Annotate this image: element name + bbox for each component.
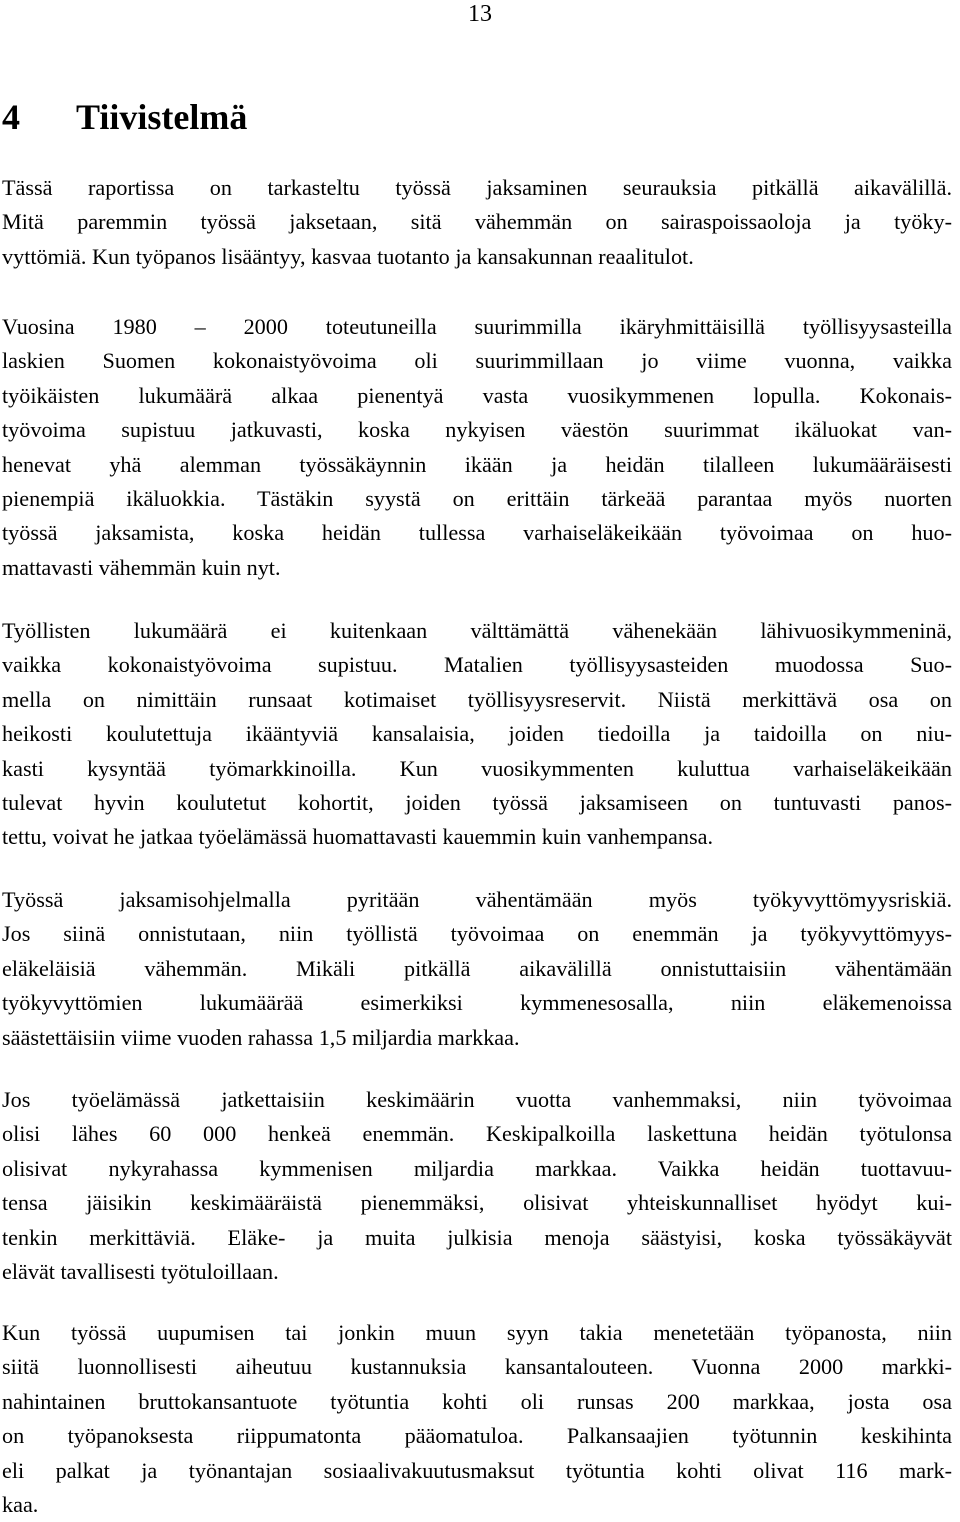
paragraph-2 bbox=[2, 310, 952, 585]
paragraph-line: kasti kysyntää työmarkkinoilla. Kun vuosikymmenten kuluttua varhaiseläkeikään bbox=[2, 755, 952, 781]
paragraph-line: kaa. bbox=[2, 1491, 39, 1517]
paragraph-line: eläkeläisiä vähemmän. Mikäli pitkällä aikavälillä onnistuttaisiin vähentämään bbox=[2, 955, 952, 981]
paragraph-line: vaikka kokonaistyövoima supistuu. Matalien työllisyysasteiden muodossa Suo- bbox=[2, 652, 952, 678]
paragraph-line: nahintainen bruttokansantuote työtuntia kohti oli runsas 200 markkaa, josta osa bbox=[2, 1388, 952, 1414]
paragraph-line: Työllisten lukumäärä ei kuitenkaan välttämättä vähenekään lähivuosikymmeninä, bbox=[2, 618, 952, 643]
paragraph-6 bbox=[2, 1316, 952, 1522]
paragraph-line: olisivat nykyrahassa kymmenisen miljardia markkaa. Vaikka heidän tuottavuu- bbox=[2, 1155, 952, 1181]
paragraph-line: laskien Suomen kokonaistyövoima oli suurimmillaan jo viime vuonna, vaikka bbox=[2, 348, 952, 374]
paragraph-line: siitä luonnollisesti aiheutuu kustannuksia kansantalouteen. Vuonna 2000 markki- bbox=[2, 1354, 952, 1380]
paragraph-line: heikosti koulutettuja ikääntyviä kansalaisia, joiden tiedoilla ja taidoilla on niu- bbox=[2, 721, 952, 747]
paragraph-line: henevat yhä alemman työssäkäynnin ikään ja heidän tilalleen lukumääräisesti bbox=[2, 451, 952, 477]
page-number: 13 bbox=[468, 1, 492, 27]
paragraph-line: mella on nimittäin runsaat kotimaiset työllisyysreservit. Niistä merkittävä osa on bbox=[2, 686, 952, 712]
paragraph-line: Työssä jaksamisohjelmalla pyritään vähentämään myös työkyvyttömyysriskiä. bbox=[2, 887, 952, 912]
paragraph-line: pienempiä ikäluokkia. Tästäkin syystä on erittäin tärkeää parantaa myös nuorten bbox=[2, 485, 952, 511]
paragraph-line: vyttömiä. Kun työpanos lisääntyy, kasvaa tuotanto ja kansakunnan reaalitulot. bbox=[2, 243, 694, 269]
section-title: Tiivistelmä bbox=[76, 97, 248, 137]
section-heading bbox=[2, 95, 247, 139]
paragraph-line: eli palkat ja työnantajan sosiaalivakuutusmaksut työtuntia kohti olivat 116 mark- bbox=[2, 1457, 952, 1483]
section-number: 4 bbox=[2, 97, 20, 137]
paragraph-line: Vuosina 1980 – 2000 toteutuneilla suurimmilla ikäryhmittäisillä työllisyysasteilla bbox=[2, 314, 952, 339]
paragraph-line: tettu, voivat he jatkaa työelämässä huomattavasti kauemmin kuin vanhempansa. bbox=[2, 824, 714, 850]
paragraph-line: elävät tavallisesti työtuloillaan. bbox=[2, 1258, 279, 1284]
paragraph-line: tensa jäisikin keskimääräistä pienemmäksi, olisivat yhteiskunnalliset hyödyt kui- bbox=[2, 1190, 952, 1216]
paragraph-line: Tässä raportissa on tarkasteltu työssä jaksaminen seurauksia pitkällä aikavälillä. bbox=[2, 175, 952, 200]
paragraph-5 bbox=[2, 1083, 952, 1289]
paragraph-3 bbox=[2, 614, 952, 855]
paragraph-line: Jos työelämässä jatkettaisiin keskimäärin vuotta vanhemmaksi, niin työvoimaa bbox=[2, 1087, 952, 1112]
paragraph-line: tenkin merkittäviä. Eläke- ja muita julkisia menoja säästyisi, koska työssäkäyvät bbox=[2, 1224, 952, 1250]
paragraph-line: Kun työssä uupumisen tai jonkin muun syyn takia menetetään työpanosta, niin bbox=[2, 1320, 952, 1345]
paragraph-4 bbox=[2, 883, 952, 1055]
paragraph-line: olisi lähes 60 000 henkeä enemmän. Keskipalkoilla laskettuna heidän työtulonsa bbox=[2, 1121, 952, 1147]
paragraph-line: työkyvyttömien lukumäärää esimerkiksi kymmenesosalla, niin eläkemenoissa bbox=[2, 990, 952, 1016]
paragraph-line: työikäisten lukumäärä alkaa pienentyä vasta vuosikymmenen lopulla. Kokonais- bbox=[2, 382, 952, 408]
paragraph-line: mattavasti vähemmän kuin nyt. bbox=[2, 554, 281, 580]
paragraph-line: työvoima supistuu jatkuvasti, koska nykyisen väestön suurimmat ikäluokat van- bbox=[2, 417, 952, 443]
paragraph-line: tulevat hyvin koulutetut kohortit, joiden työssä jaksamiseen on tuntuvasti panos- bbox=[2, 789, 952, 815]
paragraph-line: Mitä paremmin työssä jaksetaan, sitä vähemmän on sairaspoissaoloja ja työky- bbox=[2, 209, 952, 235]
paragraph-line: on työpanoksesta riippumatonta pääomatuloa. Palkansaajien työtunnin keskihinta bbox=[2, 1423, 952, 1449]
paragraph-line: Jos siinä onnistutaan, niin työllistä työvoimaa on enemmän ja työkyvyttömyys- bbox=[2, 921, 952, 947]
paragraph-1 bbox=[2, 171, 952, 274]
paragraph-line: säästettäisiin viime vuoden rahassa 1,5 miljardia markkaa. bbox=[2, 1024, 520, 1050]
paragraph-line: työssä jaksamista, koska heidän tullessa varhaiseläkeikään työvoimaa on huo- bbox=[2, 520, 952, 546]
